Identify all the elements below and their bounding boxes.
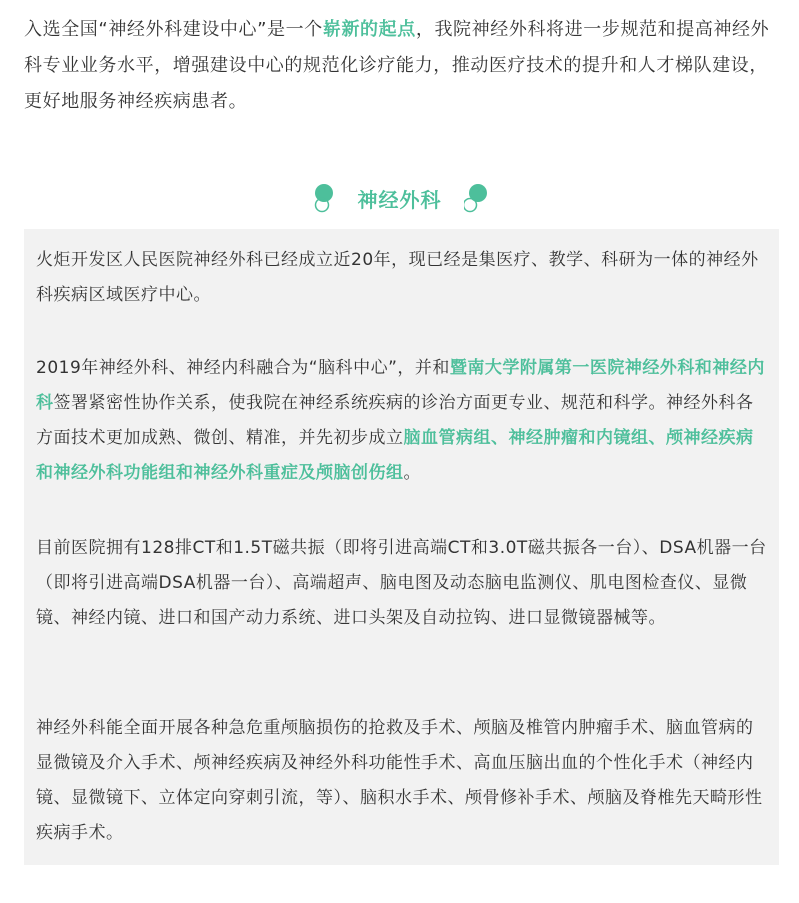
paragraph-surgery: 神经外科能全面开展各种急危重颅脑损伤的抢救及手术、颅脑及椎管内肿瘤手术、脑血管病的显微镜及介入手术、颅神经疾病及神经外科功能性手术、高血压脑出血的个性化手术（神经内镜、显微镜下、立体定向穿刺引流，等）、脑积水手术、颅骨修补手术、颅脑及脊椎先天畸形性疾病手术。: [36, 718, 763, 843]
intro-text-1: 入选全国“神经外科建设中心”是一个: [24, 19, 323, 40]
cooperation-text-1: 2019年神经外科、神经内科融合为“脑科中心”，并和: [36, 358, 450, 378]
intro-paragraph: [24, 12, 780, 120]
cooperation-highlight-partner: 暨南大学附属第一医院神经外科和神经内科: [36, 358, 765, 413]
circle-bubble-icon: [464, 183, 490, 213]
intro-text-2: ，我院神经外科将进一步规范和提高神经外科专业业务水平，增强建设中心的规范化诊疗能力，推动医疗技术的提升和人才梯队建设，更好地服务神经疾病患者。: [24, 19, 770, 112]
content-box: [24, 229, 779, 865]
paragraph-cooperation: [36, 351, 769, 491]
cooperation-highlight-groups: 脑血管病组、神经肿瘤和内镜组、颅神经疾病和神经外科功能组和神经外科重症及颅脑创伤组: [36, 428, 754, 483]
section-header: [0, 178, 799, 218]
paragraph-equipment: 目前医院拥有128排CT和1.5T磁共振（即将引进高端CT和3.0T磁共振各一台）、DSA机器一台（即将引进高端DSA机器一台）、高端超声、脑电图及动态脑电监测仪、肌电图检查仪、显微镜、神经内镜、进口和国产动力系统、进口头架及自动拉钩、进口显微镜器械等。: [36, 538, 767, 628]
paragraph-history: 火炬开发区人民医院神经外科已经成立近20年，现已经是集医疗、教学、科研为一体的神经外科疾病区域医疗中心。: [36, 250, 759, 305]
section-title: 神经外科: [357, 187, 442, 212]
cooperation-text-3: 。: [403, 463, 421, 483]
circle-bubble-icon: [310, 183, 336, 213]
intro-highlight: 崭新的起点: [322, 19, 416, 40]
cooperation-text-2: 签署紧密性协作关系，使我院在神经系统疾病的诊治方面更专业、规范和科学。神经外科各方面技术更加成熟、微创、精准，并先初步成立: [36, 393, 754, 448]
